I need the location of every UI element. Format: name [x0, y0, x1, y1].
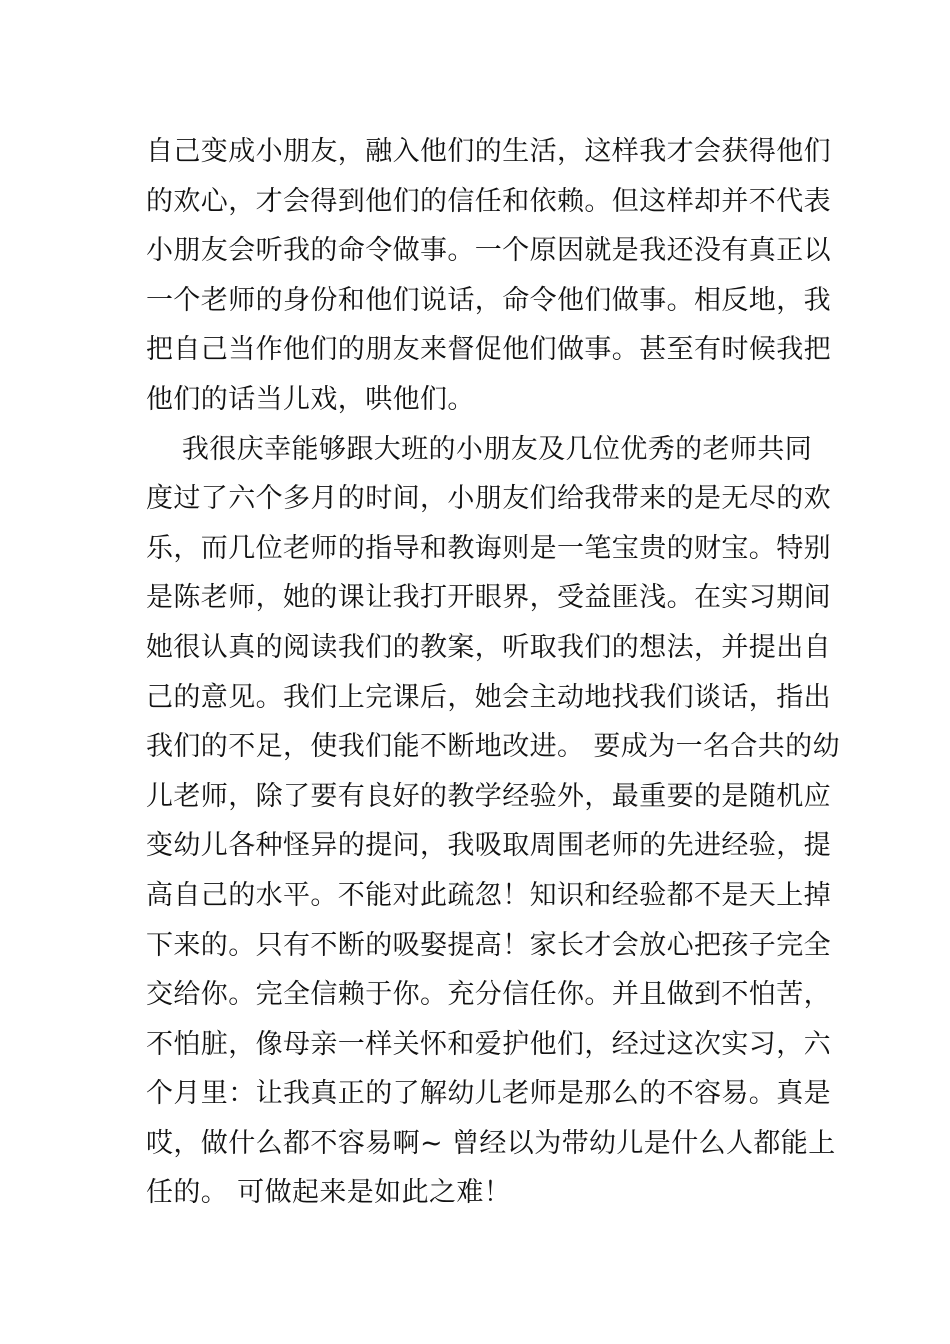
text-line: 下来的。只有不断的吸娶提高！家长才会放心把孩子完全 — [146, 929, 831, 961]
text-line: 不怕脏，像母亲一样关怀和爱护他们，经过这次实习，六 — [146, 1028, 831, 1060]
text-line: 他们的话当儿戏，哄他们。 — [146, 383, 475, 415]
text-line: 个月里：让我真正的了解幼儿老师是那么的不容易。真是 — [146, 1078, 831, 1110]
text-line: 己的意见。我们上完课后，她会主动地找我们谈话，指出 — [146, 681, 831, 713]
text-line: 她很认真的阅读我们的教案，听取我们的想法，并提出自 — [146, 631, 831, 663]
text-line: 乐，而几位老师的指导和教诲则是一笔宝贵的财宝。特别 — [146, 532, 831, 564]
text-line: 变幼儿各种怪异的提问，我吸取周围老师的先进经验，提 — [146, 830, 831, 862]
text-line: 我们的不足，使我们能不断地改进。 要成为一名合共的幼 — [146, 731, 840, 763]
text-line: 交给你。完全信赖于你。充分信任你。并且做到不怕苦， — [146, 979, 831, 1011]
text-line: 任的。 可做起来是如此之难！ — [146, 1177, 512, 1209]
text-line: 哎，做什么都不容易啊~ 曾经以为带幼儿是什么人都能上 — [146, 1127, 836, 1159]
text-line: 度过了六个多月的时间，小朋友们给我带来的是无尽的欢 — [146, 483, 831, 515]
body-text — [146, 127, 840, 1218]
paragraph-start-line: 我很庆幸能够跟大班的小朋友及几位优秀的老师共同 — [146, 433, 813, 465]
text-line: 儿老师，除了要有良好的教学经验外，最重要的是随机应 — [146, 780, 831, 812]
text-line: 把自己当作他们的朋友来督促他们做事。甚至有时候我把 — [146, 334, 831, 366]
text-line: 是陈老师，她的课让我打开眼界，受益匪浅。在实习期间 — [146, 582, 831, 614]
text-line: 高自己的水平。不能对此疏忽！知识和经验都不是天上掉 — [146, 879, 831, 911]
text-line: 一个老师的身份和他们说话，命令他们做事。相反地，我 — [146, 284, 831, 316]
text-line: 小朋友会听我的命令做事。一个原因就是我还没有真正以 — [146, 235, 831, 267]
text-line: 的欢心，才会得到他们的信任和依赖。但这样却并不代表 — [146, 185, 831, 217]
text-line: 自己变成小朋友，融入他们的生活，这样我才会获得他们 — [146, 136, 831, 167]
